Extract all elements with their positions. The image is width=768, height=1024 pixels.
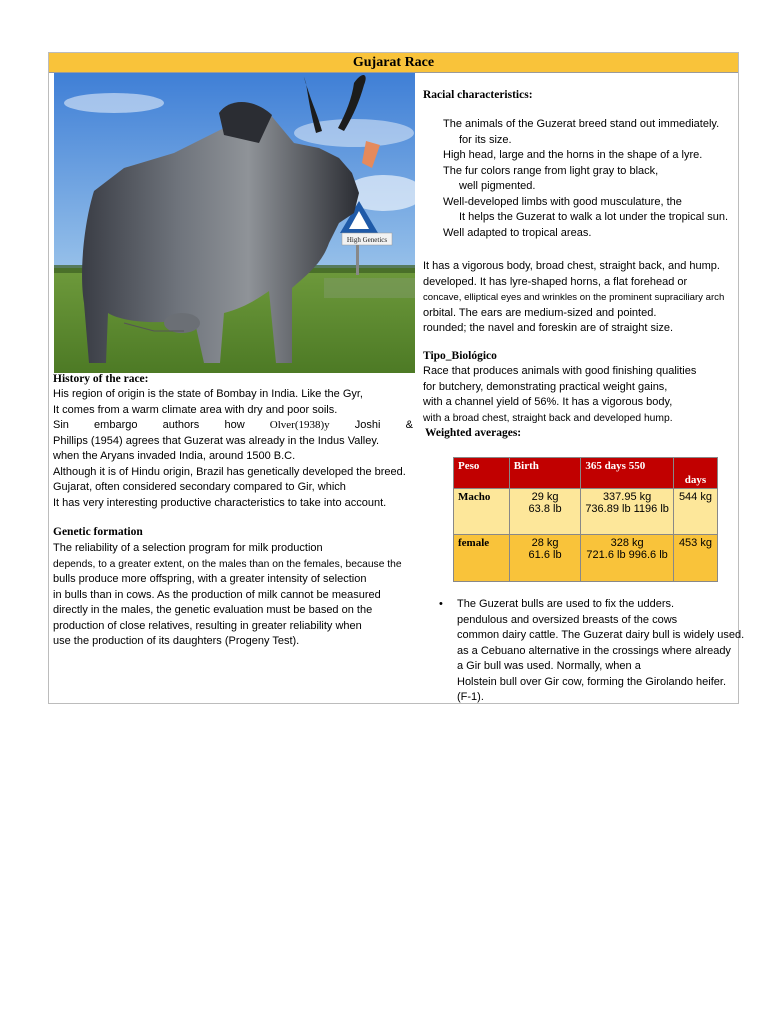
table-row-label: female	[454, 535, 510, 582]
genetic-line: depends, to a greater extent, on the males than on the females, because the	[53, 558, 402, 570]
cell-value: 736.89 lb 1196 lb	[585, 503, 669, 515]
genetic-line: bulls produce more offspring, with a greater intensity of selection	[53, 573, 367, 585]
racial-item-text: High head, large and the horns in the shape of a lyre.	[443, 149, 703, 161]
bulls-line: pendulous and oversized breasts of the cows	[457, 613, 678, 626]
cell-value: 721.6 lb 996.6 lb	[586, 549, 668, 561]
racial-item	[443, 226, 728, 242]
table-header-row	[454, 458, 718, 489]
racial-item-text: The fur colors range from light gray to black,	[443, 164, 659, 177]
racial-item-continuation: well pigmented.	[459, 180, 536, 192]
racial-item	[443, 148, 728, 164]
bulls-line: as a Cebuano alternative in the crossings where already	[457, 644, 731, 657]
bulls-line: (F-1).	[457, 691, 484, 703]
biotype-heading: Tipo_Biológico	[423, 350, 497, 362]
history-word: Joshi	[354, 419, 381, 431]
body-line: orbital. The ears are medium-sized and pointed.	[423, 306, 657, 319]
racial-item-text: Well adapted to tropical areas.	[443, 226, 592, 239]
weights-heading: Weighted averages:	[425, 427, 522, 439]
table-cell	[581, 489, 674, 535]
history-text	[53, 387, 413, 511]
history-line: Although it is of Hindu origin, Brazil has genetically developed the breed.	[53, 465, 406, 478]
cell-value: 63.8 lb	[528, 503, 562, 515]
sign-label: High Genetics	[346, 236, 388, 244]
history-line: It comes from a warm climate area with dry and poor soils.	[53, 403, 338, 416]
weights-table	[453, 457, 718, 582]
history-line: Gujarat, often considered secondary compared to Gir, which	[53, 481, 346, 493]
table-cell	[509, 489, 581, 535]
genetic-line: The reliability of a selection program for milk production	[53, 542, 323, 554]
bulls-line: a Gir bull was used. Normally, when a	[457, 660, 641, 672]
history-word: how	[224, 419, 245, 431]
table-row-label: Macho	[454, 489, 510, 535]
history-line: Phillips (1954) agrees that Guzerat was already in the Indus Valley.	[53, 434, 380, 447]
table-header-cell: Birth	[509, 458, 581, 489]
cell-value: 337.95 kg	[602, 491, 652, 503]
history-word: embargo	[94, 419, 138, 431]
bulls-line: The Guzerat bulls are used to fix the udders.	[457, 598, 675, 610]
body-line: rounded; the navel and foreskin are of straight size.	[423, 322, 674, 334]
body-line: developed. It has lyre-shaped horns, a flat forehead or	[423, 275, 688, 288]
body-line: It has a vigorous body, broad chest, straight back, and hump.	[423, 260, 720, 272]
genetic-text	[53, 541, 402, 650]
table-cell: 544 kg	[673, 489, 717, 535]
biotype-line: with a channel yield of 56%. It has a vigorous body,	[423, 396, 673, 408]
racial-item	[443, 117, 728, 133]
bulls-text	[439, 597, 744, 706]
body-line: concave, elliptical eyes and wrinkles on the prominent supraciliary arch	[423, 292, 725, 303]
table-cell: 453 kg	[673, 535, 717, 582]
cell-value: 328 kg	[610, 537, 644, 549]
genetic-line: directly in the males, the genetic evaluation must be based on the	[53, 604, 373, 616]
table-row	[454, 489, 718, 535]
page-title: Gujarat Race	[49, 53, 738, 73]
bullet-icon: •	[439, 598, 443, 610]
genetic-line: in bulls than in cows. As the production of milk cannot be measured	[53, 588, 381, 601]
history-split-line	[53, 418, 413, 434]
history-word: &	[405, 419, 413, 431]
racial-list	[443, 117, 728, 241]
table-header-cell: 365 days 550	[581, 458, 674, 489]
table-cell	[509, 535, 581, 582]
bulls-line: common dairy cattle. The Guzerat dairy bull is widely used.	[457, 629, 745, 641]
genetic-heading: Genetic formation	[53, 526, 143, 538]
table-header-cell: days	[673, 458, 717, 489]
racial-item	[443, 164, 728, 180]
document-page	[48, 52, 745, 704]
history-line: when the Aryans invaded India, around 1500 B.C.	[53, 450, 296, 462]
table-row	[454, 535, 718, 582]
racial-heading: Racial characteristics:	[423, 89, 533, 101]
body-description	[423, 259, 725, 337]
history-word: Sin	[53, 419, 69, 431]
history-line: His region of origin is the state of Bombay in India. Like the Gyr,	[53, 388, 363, 400]
history-line: It has very interesting productive characteristics to take into account.	[53, 496, 387, 509]
history-heading: History of the race:	[53, 373, 149, 385]
biotype-line: with a broad chest, straight back and developed hump.	[423, 412, 673, 424]
racial-item-text: Well-developed limbs with good musculature, the	[443, 195, 682, 208]
bull-photo	[54, 73, 415, 373]
bulls-line: Holstein bull over Gir cow, forming the Girolando heifer.	[457, 675, 727, 688]
bull-illustration	[54, 73, 415, 373]
racial-item-continuation: for its size.	[459, 133, 512, 146]
racial-item-continuation: It helps the Guzerat to walk a lot under the tropical sun.	[459, 211, 729, 223]
biotype-text	[423, 364, 696, 426]
biotype-line: for butchery, demonstrating practical weight gains,	[423, 380, 668, 393]
racial-item	[443, 195, 728, 211]
bulls-first-line	[439, 597, 744, 613]
cell-value: 28 kg	[531, 537, 559, 549]
table-header-cell: Peso	[454, 458, 510, 489]
table-cell	[581, 535, 674, 582]
cell-value: 61.6 lb	[528, 549, 562, 561]
racial-item-text: The animals of the Guzerat breed stand out immediately.	[443, 118, 720, 130]
cell-value: 29 kg	[531, 491, 559, 503]
history-word: Olver(1938)y	[269, 419, 330, 431]
history-word: authors	[162, 419, 200, 431]
genetic-line: use the production of its daughters (Progeny Test).	[53, 635, 300, 647]
biotype-line: Race that produces animals with good finishing qualities	[423, 365, 697, 377]
genetic-line: production of close relatives, resulting in greater reliability when	[53, 619, 362, 632]
